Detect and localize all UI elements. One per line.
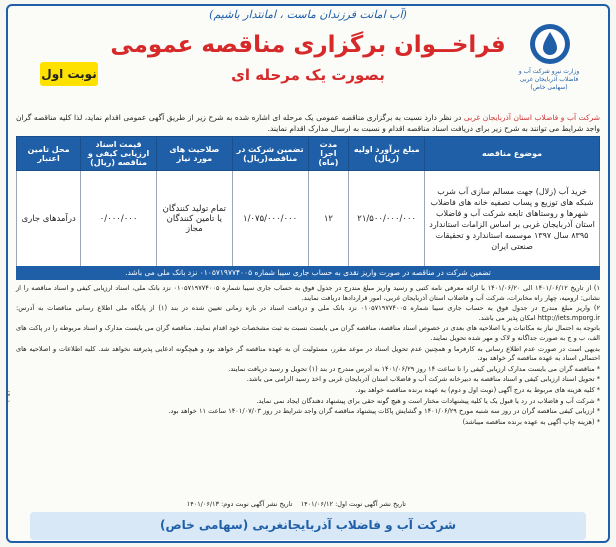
note-item: * کلیه هزینه های مربوط به درج آگهی (نوبت اول و دوم) به عهده برنده مناقصه خواهد بود. — [355, 385, 600, 394]
tender-table — [16, 136, 600, 267]
note-item: * تحویل اسناد ارزیابی کیفی و اسناد مناقصه به دبیرخانه شرکت آب و فاضلاب استان آذربایجان غربی و اخذ رسید الزامی می باشد. — [246, 375, 600, 384]
notice-round-badge: نوبت اول — [40, 62, 98, 86]
footer-company: شرکت آب و فاضلاب آذربایجانغربی (سهامی خاص) — [159, 518, 457, 532]
guarantee-bar: تضمین شرکت در مناقصه در صورت واریز نقدی به حساب جاری سیبا شماره ۰۱۰۵۷۱۹۷۷۴۰۰۵ نزد بانک ملی می باشد. — [16, 266, 600, 280]
intro-company: شرکت آب و فاضلاب استان آذربایجان غربی — [463, 113, 601, 122]
publish-date-second: تاریخ نشر آگهی نوبت دوم: ۱۴۰۱/۰۶/۱۳ — [186, 500, 293, 508]
publish-date-first: تاریخ نشر آگهی نوبت اول: ۱۴۰۱/۰۶/۱۲ — [300, 500, 406, 508]
cell-qualification: تمام تولید کنندگان یا تامین کنندگان مجاز — [156, 171, 232, 267]
cell-funding: درآمدهای جاری — [17, 171, 81, 267]
intro-text: در نظر دارد نسبت به برگزاری مناقصه عمومی یک مرحله ای اشاره شده به شرح زیر از طریق آگهی عمومی اقدام نماید، لذا کلیه مناقصه گران واجد شرایط می توانند به شرح زیر برای دریافت اسناد مناقصه اقدام و نسبت به ارسال مدارک اقدام نمایند. — [16, 113, 600, 133]
header-motto: (آب امانت فرزندان ماست ، امانتدار باشیم) — [209, 8, 407, 21]
table-row — [17, 171, 600, 267]
note-item: * ارزیابی کیفی مناقصه گران در روز سه شنبه مورخ ۱۴۰۱/۰۶/۲۹ و گشایش پاکات پیشنهاد مناقصه گران واجد شرایط در روز ۱۴۰۱/۰۷/۰۳ ساعت ۱۱ خواهد بود. — [168, 407, 600, 416]
note-item: بدیهی است در صورت عدم اطلاع رسانی به کارفرما و همچنین عدم تحویل اسناد در موعد مقرر، مسئولیت آن به عهده مناقصه گر خواهد بود و هیچگونه ادعایی پذیرفته نخواهد شد. کلیه اطلاعات و اصلاحیه های احتمالی اسناد به عهده مناقصه گر خواهد بود. — [16, 344, 600, 363]
notes-section — [16, 284, 600, 428]
page-title: فراخــوان برگزاری مناقصه عمومی — [110, 32, 506, 58]
note-item: ۱) از تاریخ ۱۴۰۱/۰۶/۱۲ الی ۱۴۰۱/۰۶/۲۰ با ارائه معرفی نامه کتبی و رسید واریز مبلغ مندرج در جدول فوق به حساب جاری سیبا شماره ۰۱۰۵۷۱۹۷۷۴۰۰۵ نزد بانک ملی، اسناد ارزیابی کیفی و اسناد مناقصه را از نشانی: ارومیه، چهار راه مخابرات، شرکت آب و فاضلاب استان آذربایجان غربی، امور قراردادها دریافت نمایند. — [16, 284, 600, 302]
note-item: * شرکت آب و فاضلاب در رد یا قبول یک یا کلیه پیشنهادات مختار است و هیچ گونه حقی برای پیشنهاد دهندگان ایجاد نمی نماید. — [256, 396, 600, 405]
col-qualification: صلاحیت های مورد نیاز — [156, 137, 232, 171]
page-subtitle: بصورت یک مرحله ای — [231, 66, 385, 84]
col-funding: محل تامین اعتبار — [17, 137, 81, 171]
cell-price: ۰/۰۰۰/۰۰۰ — [81, 171, 157, 267]
col-price: قیمت اسناد ارزیابی کیفی و مناقصه (ریال) — [81, 137, 157, 171]
cell-subject: خرید آب (زلال) جهت مسالم سازی آب شرب شبکه های توزیع و پساب تصفیه خانه های فاضلاب شهرها و روستاهای تابعه شرکت آب و فاضلاب استان آذربایجان غربی بر اساس الزامات استاندارد ۸۳۹۵ سال ۱۳۹۷ موسسه استاندارد و تحقیقات صنعتی ایران — [425, 171, 600, 267]
cell-duration: ۱۲ — [308, 171, 349, 267]
side-code: ۱۴۰۱ — [4, 390, 11, 403]
note-item: باتوجه به احتمال نیاز به مکاتبات و یا اصلاحیه های بعدی در خصوص اسناد مناقصه، مناقصه گران می بایست نسبت به ثبت مشخصات خود اقدام نمایند. مناقصه گران می بایست مدارک و اسناد مربوطه را در پاکت های الف، ب و ج به صورت جداگانه و لاک و مهر شده تحویل نمایند. — [16, 324, 600, 342]
col-estimate: مبلغ برآورد اولیه (ریال) — [349, 137, 425, 171]
note-item: ۲) واریز مبلغ مندرج در جدول فوق به حساب جاری سیبا شماره ۰۱۰۵۷۱۹۷۷۴۰۰۵ نزد بانک ملی و دریافت اسناد در بازه زمانی تعیین شده در بند (۱) از پایگاه ملی اطلاع رسانی مناقصات به آدرس: http://iets.mporg.ir امکان پذیر می باشد. — [16, 304, 600, 322]
publish-dates — [187, 500, 406, 509]
cell-guarantee: ۱/۰۷۵/۰۰۰/۰۰۰ — [232, 171, 308, 267]
col-subject: موضوع مناقصه — [425, 137, 600, 171]
logo-caption: وزارت نیرو شرکت آب و فاضلاب آذربایجان غربی (سهامی خاص) — [518, 68, 580, 91]
intro-paragraph — [16, 112, 600, 134]
table-header-row — [17, 137, 600, 171]
company-logo-icon — [528, 22, 572, 66]
cell-estimate: ۲۱/۵۰۰/۰۰۰/۰۰۰ — [349, 171, 425, 267]
col-duration: مدت اجرا (ماه) — [308, 137, 349, 171]
note-item: * (هزینه چاپ آگهی به عهده برنده مناقصه میباشد) — [462, 417, 600, 426]
col-guarantee: تضمین شرکت در مناقصه(ریال) — [232, 137, 308, 171]
note-item: * مناقصه گران می بایست مدارک ارزیابی کیفی را تا ساعت ۱۴ روز ۱۴۰۱/۰۶/۲۹ به آدرس مندرج در بند (۱) تحویل و رسید دریافت نمایند. — [228, 364, 600, 373]
